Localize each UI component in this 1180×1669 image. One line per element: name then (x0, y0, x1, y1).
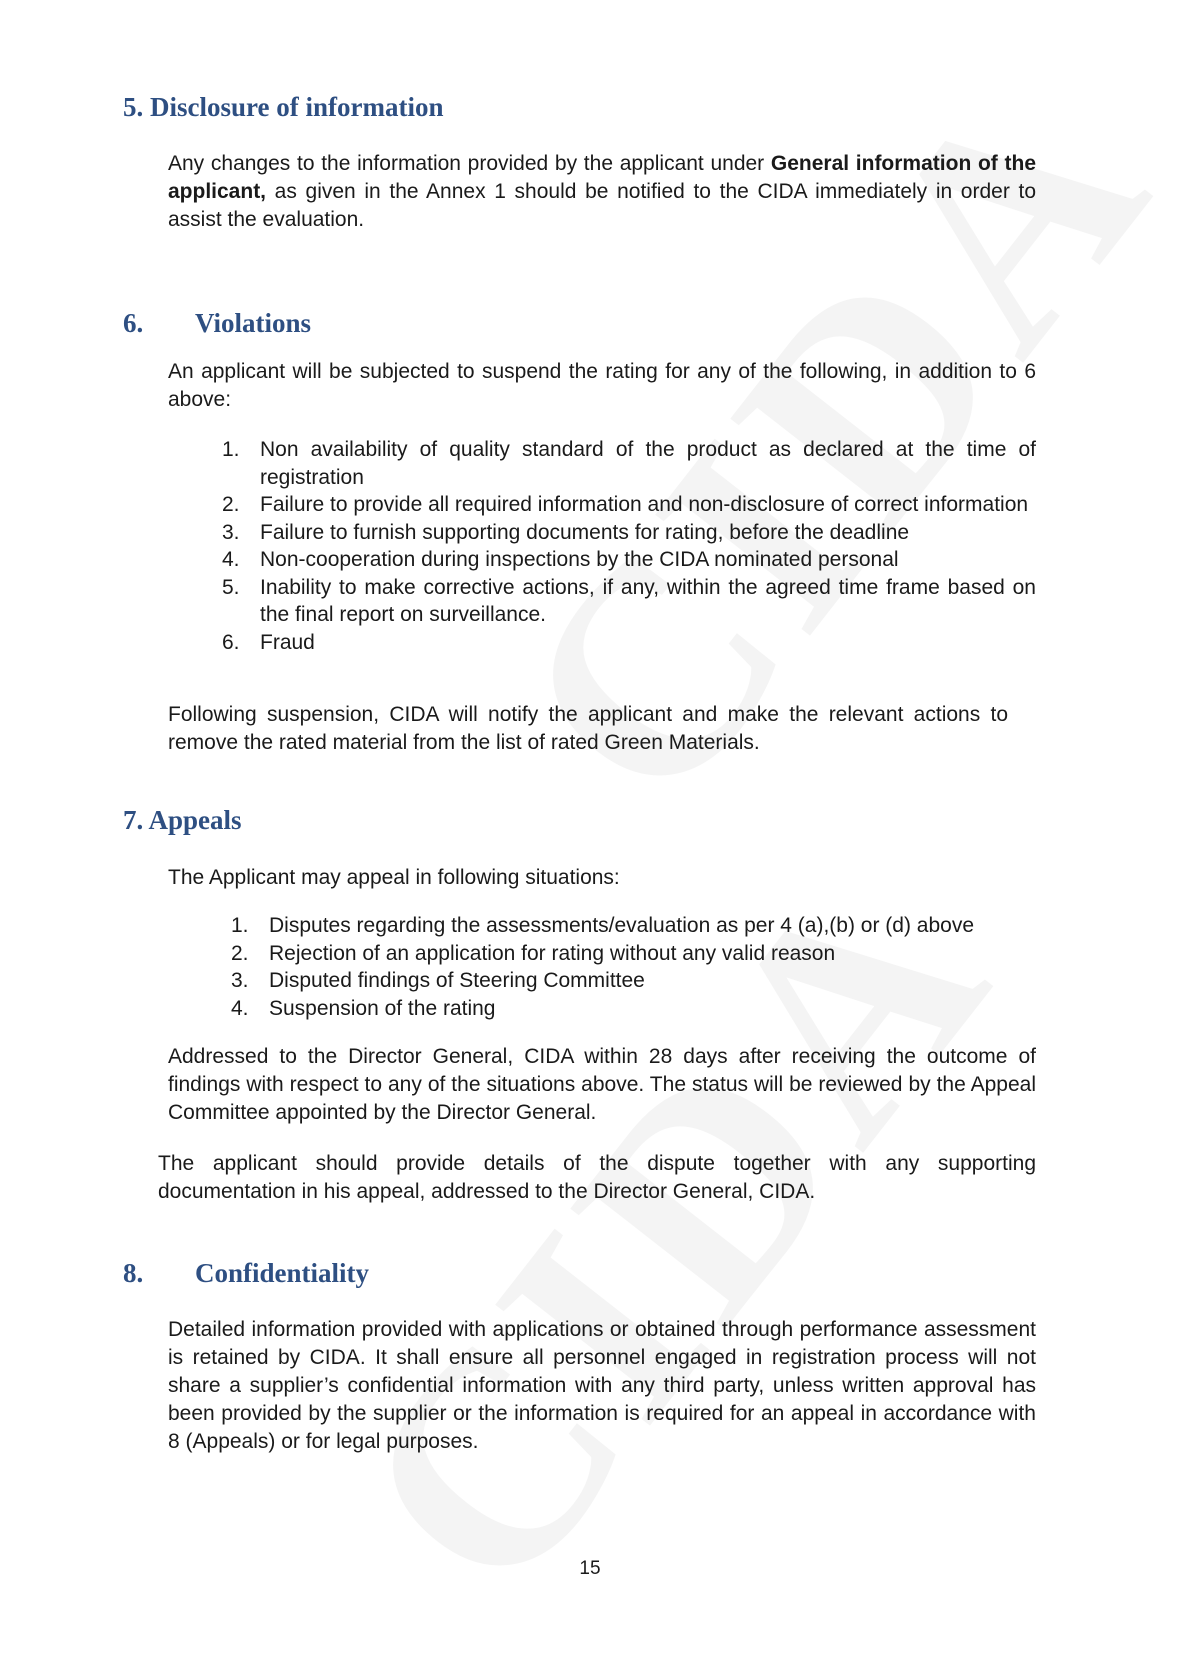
section-7-paragraph: Addressed to the Director General, CIDA within 28 days after receiving the outcome of findings with respect to any of the situations above. The status will be reviewed by the Appeal Committee appointed by the Director General. (168, 1045, 1036, 1124)
section-title: Appeals (148, 805, 242, 835)
section-7-intro: The Applicant may appeal in following situations: (168, 866, 620, 889)
section-6-intro: An applicant will be subjected to suspend the rating for any of the following, in addition to 6 above: (168, 360, 1036, 411)
list-item: 2. Rejection of an application for rating without any valid reason (231, 941, 836, 965)
violations-list (222, 436, 1036, 656)
section-8-paragraph: Detailed information provided with applications or obtained through performance assessment is retained by CIDA. It shall ensure all personnel engaged in registration process will not share a supplier’s confidential information with any third party, unless written approval has been provided by the supplier or the information is required for an appeal in accordance with 8 (Appeals) or for legal purposes. (168, 1318, 1036, 1453)
text-run: as given in the Annex 1 should be notified to the CIDA immediately in order to assist the evaluation. (168, 180, 1036, 231)
section-title: Confidentiality (195, 1258, 370, 1288)
list-item: 1. Disputes regarding the assessments/evaluation as per 4 (a),(b) or (d) above (231, 914, 975, 937)
section-7-paragraph: The applicant should provide details of the dispute together with any supporting documentation in his appeal, addressed to the Director General, CIDA. (158, 1152, 1036, 1203)
section-6-heading (123, 308, 311, 339)
section-number: 6. (123, 308, 144, 338)
list-item: 4. Suspension of the rating (231, 996, 496, 1020)
list-item: 3. Failure to furnish supporting documents for rating, before the deadline (222, 520, 910, 544)
section-title: Violations (195, 308, 312, 338)
list-item: 2. Failure to provide all required information and non-disclosure of correct information (222, 493, 1029, 516)
text-run: Any changes to the information provided by the applicant under (168, 152, 771, 175)
bold-text-run: General information of the applicant, (168, 152, 1036, 203)
section-title: Disclosure of information (150, 92, 444, 122)
list-item: 4. Non-cooperation during inspections by the CIDA nominated personal (222, 548, 899, 571)
list-item: 5. Inability to make corrective actions, if any, within the agreed time frame based on the final report on surveillance. (222, 575, 1036, 626)
section-number: 7. (123, 805, 144, 835)
section-number: 8. (123, 1258, 144, 1288)
section-6-outro: Following suspension, CIDA will notify the applicant and make the relevant actions to remove the rated material from the list of rated Green Materials. (168, 703, 1008, 754)
section-5-paragraph (168, 150, 1036, 234)
appeals-list (231, 912, 1036, 1022)
page-number: 15 (579, 1558, 601, 1579)
list-item: 6. Fraud (222, 630, 315, 654)
section-5-heading (123, 92, 443, 123)
section-number: 5. (123, 92, 144, 122)
section-8-heading (123, 1258, 369, 1289)
list-item: 1. Non availability of quality standard of the product as declared at the time of registration (222, 438, 1036, 489)
section-7-heading (123, 805, 242, 836)
list-item: 3. Disputed findings of Steering Committee (231, 969, 645, 992)
